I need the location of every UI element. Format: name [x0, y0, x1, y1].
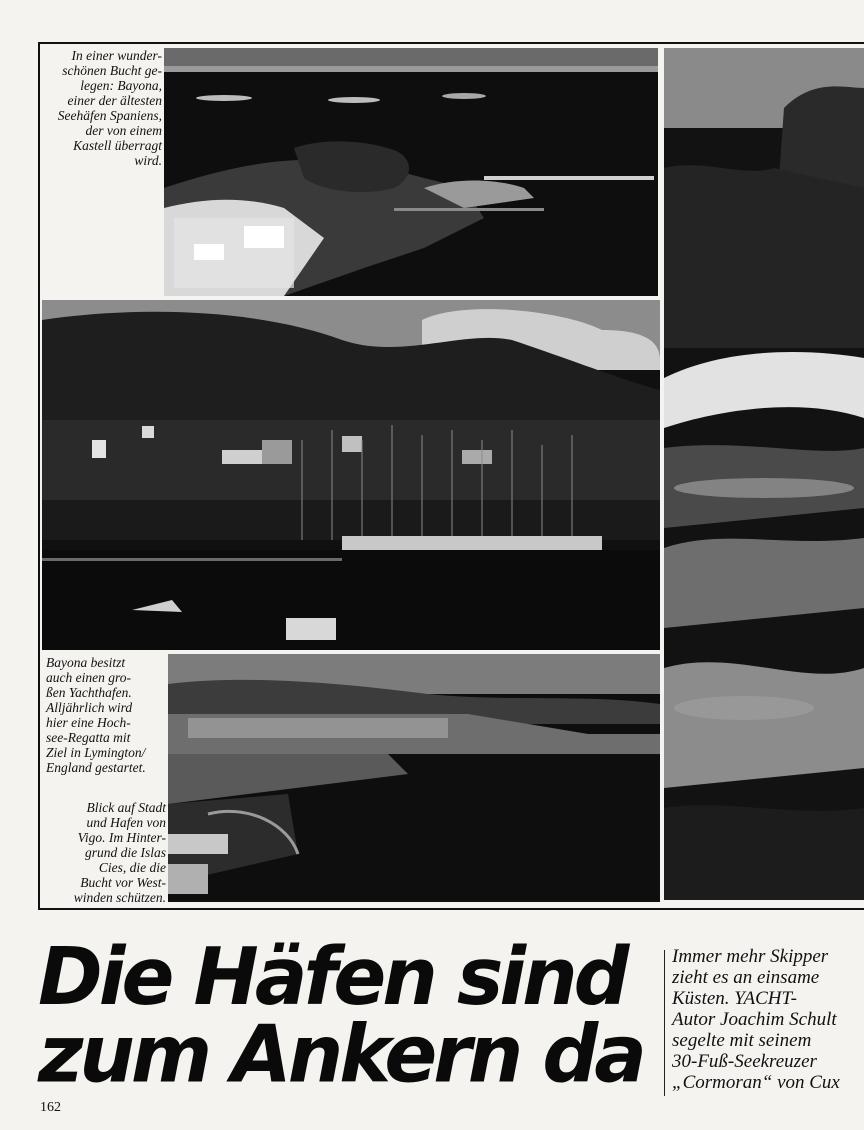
caption-bayona-bay: In einer wunder- schönen Bucht ge- legen: Bayona, einer der ältesten Seehäfen Spaniens, der von einem Kastell überragt wird.	[57, 48, 162, 168]
photo-bayona-yacht-harbor	[42, 300, 660, 650]
page-number: 162	[40, 1100, 61, 1115]
bayona-bay-image	[164, 48, 658, 296]
coast-image	[664, 48, 864, 900]
photo-vigo	[168, 654, 660, 902]
photo-bayona-bay	[164, 48, 658, 296]
yacht-harbor-image	[42, 300, 660, 650]
vigo-image	[168, 654, 660, 902]
caption-yacht-harbor: Bayona besitzt auch einen gro- ßen Yachthafen. Alljährlich wird hier eine Hoch- see-Regatta mit Ziel in Lymington/ England gestartet.	[46, 655, 146, 775]
caption-vigo: Blick auf Stadt und Hafen von Vigo. Im Hinter- grund die Islas Cies, die die Bucht vor West- winden schützen.	[73, 800, 166, 905]
photo-coast-right	[664, 48, 864, 900]
headline: Die Häfen sind zum Ankern da	[38, 931, 643, 1101]
article-intro: Immer mehr Skipper zieht es an einsame Küsten. YACHT- Autor Joachim Schult segelte mit seinem 30-Fuß-Seekreuzer „Cormoran“ von Cux	[672, 946, 840, 1093]
headline-divider	[664, 950, 665, 1096]
